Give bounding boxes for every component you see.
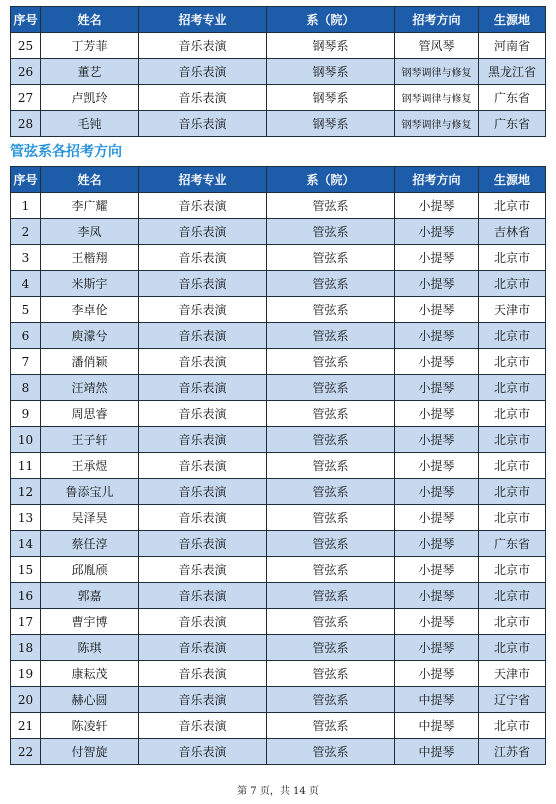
header-department: 系（院） <box>267 167 395 193</box>
cell-major: 音乐表演 <box>139 349 267 375</box>
cell-direction: 小提琴 <box>395 297 479 323</box>
page-footer: 第 7 页，共 14 页 <box>237 786 319 797</box>
table-row <box>11 505 546 531</box>
cell-name: 陈凌轩 <box>41 713 139 739</box>
cell-department: 钢琴系 <box>267 85 395 111</box>
cell-origin: 北京市 <box>479 427 546 453</box>
cell-index: 14 <box>11 531 41 557</box>
cell-name: 米斯宇 <box>41 271 139 297</box>
cell-direction: 中提琴 <box>395 739 479 765</box>
cell-department: 管弦系 <box>267 713 395 739</box>
cell-index: 22 <box>11 739 41 765</box>
cell-origin: 广东省 <box>479 85 546 111</box>
cell-direction: 小提琴 <box>395 609 479 635</box>
cell-name: 吴泽昊 <box>41 505 139 531</box>
cell-name: 王子轩 <box>41 427 139 453</box>
cell-origin: 广东省 <box>479 111 546 137</box>
cell-direction: 小提琴 <box>395 349 479 375</box>
cell-index: 21 <box>11 713 41 739</box>
cell-department: 管弦系 <box>267 401 395 427</box>
cell-name: 鲁添宝儿 <box>41 479 139 505</box>
cell-origin: 河南省 <box>479 33 546 59</box>
cell-origin: 黑龙江省 <box>479 59 546 85</box>
cell-name: 赫心圆 <box>41 687 139 713</box>
table-row <box>11 531 546 557</box>
cell-name: 李凤 <box>41 219 139 245</box>
cell-department: 管弦系 <box>267 531 395 557</box>
cell-index: 18 <box>11 635 41 661</box>
cell-major: 音乐表演 <box>139 401 267 427</box>
cell-origin: 北京市 <box>479 583 546 609</box>
cell-major: 音乐表演 <box>139 583 267 609</box>
cell-name: 郭嘉 <box>41 583 139 609</box>
cell-origin: 北京市 <box>479 713 546 739</box>
cell-direction: 小提琴 <box>395 219 479 245</box>
cell-department: 管弦系 <box>267 375 395 401</box>
strings-dept-table <box>10 166 546 765</box>
cell-index: 10 <box>11 427 41 453</box>
table-row <box>11 193 546 219</box>
table-header-row <box>11 7 546 33</box>
cell-department: 钢琴系 <box>267 59 395 85</box>
table-row <box>11 453 546 479</box>
cell-origin: 北京市 <box>479 453 546 479</box>
cell-department: 管弦系 <box>267 323 395 349</box>
cell-name: 曹宇博 <box>41 609 139 635</box>
cell-direction: 小提琴 <box>395 505 479 531</box>
cell-index: 1 <box>11 193 41 219</box>
cell-index: 11 <box>11 453 41 479</box>
cell-name: 周思睿 <box>41 401 139 427</box>
cell-index: 4 <box>11 271 41 297</box>
cell-major: 音乐表演 <box>139 271 267 297</box>
cell-direction: 钢琴调律与修复 <box>395 59 479 85</box>
cell-department: 管弦系 <box>267 271 395 297</box>
cell-name: 付智旋 <box>41 739 139 765</box>
cell-major: 音乐表演 <box>139 479 267 505</box>
cell-origin: 北京市 <box>479 193 546 219</box>
table-row <box>11 401 546 427</box>
cell-origin: 北京市 <box>479 349 546 375</box>
cell-department: 管弦系 <box>267 583 395 609</box>
cell-direction: 钢琴调律与修复 <box>395 111 479 137</box>
cell-major: 音乐表演 <box>139 609 267 635</box>
cell-origin: 辽宁省 <box>479 687 546 713</box>
cell-direction: 管风琴 <box>395 33 479 59</box>
table-row <box>11 583 546 609</box>
header-index: 序号 <box>11 167 41 193</box>
cell-major: 音乐表演 <box>139 453 267 479</box>
piano-dept-table <box>10 6 546 137</box>
cell-origin: 北京市 <box>479 245 546 271</box>
header-name: 姓名 <box>41 7 139 33</box>
header-name: 姓名 <box>41 167 139 193</box>
cell-index: 12 <box>11 479 41 505</box>
cell-major: 音乐表演 <box>139 739 267 765</box>
header-major: 招考专业 <box>139 167 267 193</box>
cell-major: 音乐表演 <box>139 245 267 271</box>
cell-major: 音乐表演 <box>139 375 267 401</box>
table-row <box>11 297 546 323</box>
cell-direction: 小提琴 <box>395 401 479 427</box>
cell-major: 音乐表演 <box>139 193 267 219</box>
table-row <box>11 427 546 453</box>
cell-major: 音乐表演 <box>139 713 267 739</box>
cell-department: 管弦系 <box>267 219 395 245</box>
cell-major: 音乐表演 <box>139 219 267 245</box>
table-row <box>11 687 546 713</box>
cell-origin: 北京市 <box>479 479 546 505</box>
cell-origin: 北京市 <box>479 323 546 349</box>
cell-name: 蔡任淳 <box>41 531 139 557</box>
cell-direction: 小提琴 <box>395 531 479 557</box>
header-major: 招考专业 <box>139 7 267 33</box>
table-row <box>11 33 546 59</box>
cell-index: 9 <box>11 401 41 427</box>
cell-department: 钢琴系 <box>267 33 395 59</box>
cell-major: 音乐表演 <box>139 687 267 713</box>
cell-major: 音乐表演 <box>139 635 267 661</box>
cell-department: 管弦系 <box>267 661 395 687</box>
cell-index: 17 <box>11 609 41 635</box>
cell-major: 音乐表演 <box>139 85 267 111</box>
cell-origin: 吉林省 <box>479 219 546 245</box>
header-origin: 生源地 <box>479 167 546 193</box>
cell-major: 音乐表演 <box>139 505 267 531</box>
table-row <box>11 245 546 271</box>
table-row <box>11 349 546 375</box>
table-row <box>11 739 546 765</box>
cell-department: 管弦系 <box>267 479 395 505</box>
cell-index: 5 <box>11 297 41 323</box>
cell-department: 管弦系 <box>267 349 395 375</box>
cell-name: 李广耀 <box>41 193 139 219</box>
cell-direction: 小提琴 <box>395 375 479 401</box>
cell-name: 丁芳菲 <box>41 33 139 59</box>
cell-index: 28 <box>11 111 41 137</box>
table-row <box>11 323 546 349</box>
table-row <box>11 111 546 137</box>
cell-direction: 小提琴 <box>395 245 479 271</box>
header-direction: 招考方向 <box>395 7 479 33</box>
section-title: 管弦系各招考方向 <box>10 144 122 160</box>
cell-name: 毛钝 <box>41 111 139 137</box>
cell-origin: 天津市 <box>479 661 546 687</box>
header-department: 系（院） <box>267 7 395 33</box>
cell-origin: 江苏省 <box>479 739 546 765</box>
cell-origin: 北京市 <box>479 635 546 661</box>
table-row <box>11 661 546 687</box>
header-origin: 生源地 <box>479 7 546 33</box>
cell-direction: 小提琴 <box>395 271 479 297</box>
cell-department: 管弦系 <box>267 687 395 713</box>
table-row <box>11 59 546 85</box>
cell-index: 16 <box>11 583 41 609</box>
header-index: 序号 <box>11 7 41 33</box>
cell-index: 3 <box>11 245 41 271</box>
cell-direction: 小提琴 <box>395 427 479 453</box>
cell-department: 管弦系 <box>267 609 395 635</box>
cell-department: 管弦系 <box>267 453 395 479</box>
table-header-row <box>11 167 546 193</box>
cell-name: 王楷翔 <box>41 245 139 271</box>
cell-index: 8 <box>11 375 41 401</box>
cell-department: 钢琴系 <box>267 111 395 137</box>
cell-index: 6 <box>11 323 41 349</box>
cell-name: 康耘茂 <box>41 661 139 687</box>
table-row <box>11 479 546 505</box>
table-row <box>11 557 546 583</box>
cell-index: 26 <box>11 59 41 85</box>
cell-origin: 北京市 <box>479 505 546 531</box>
cell-name: 王承煜 <box>41 453 139 479</box>
table-row <box>11 375 546 401</box>
cell-index: 27 <box>11 85 41 111</box>
cell-origin: 北京市 <box>479 271 546 297</box>
cell-origin: 北京市 <box>479 557 546 583</box>
table-row <box>11 635 546 661</box>
cell-direction: 钢琴调律与修复 <box>395 85 479 111</box>
cell-department: 管弦系 <box>267 297 395 323</box>
cell-name: 邱胤颀 <box>41 557 139 583</box>
cell-department: 管弦系 <box>267 635 395 661</box>
cell-direction: 小提琴 <box>395 453 479 479</box>
cell-major: 音乐表演 <box>139 323 267 349</box>
table-row <box>11 713 546 739</box>
cell-major: 音乐表演 <box>139 59 267 85</box>
cell-origin: 北京市 <box>479 375 546 401</box>
cell-index: 25 <box>11 33 41 59</box>
cell-name: 汪靖然 <box>41 375 139 401</box>
header-direction: 招考方向 <box>395 167 479 193</box>
cell-name: 潘俏颖 <box>41 349 139 375</box>
cell-name: 董艺 <box>41 59 139 85</box>
table-row <box>11 271 546 297</box>
cell-direction: 小提琴 <box>395 635 479 661</box>
table-row <box>11 609 546 635</box>
cell-department: 管弦系 <box>267 505 395 531</box>
cell-major: 音乐表演 <box>139 297 267 323</box>
cell-origin: 天津市 <box>479 297 546 323</box>
cell-major: 音乐表演 <box>139 661 267 687</box>
cell-name: 李卓伦 <box>41 297 139 323</box>
cell-department: 管弦系 <box>267 245 395 271</box>
cell-name: 卢凯玲 <box>41 85 139 111</box>
table-row <box>11 85 546 111</box>
cell-major: 音乐表演 <box>139 531 267 557</box>
cell-direction: 小提琴 <box>395 583 479 609</box>
cell-direction: 小提琴 <box>395 661 479 687</box>
cell-origin: 北京市 <box>479 609 546 635</box>
cell-name: 庾濛兮 <box>41 323 139 349</box>
cell-department: 管弦系 <box>267 557 395 583</box>
cell-direction: 小提琴 <box>395 323 479 349</box>
cell-origin: 北京市 <box>479 401 546 427</box>
cell-index: 19 <box>11 661 41 687</box>
cell-index: 20 <box>11 687 41 713</box>
cell-index: 7 <box>11 349 41 375</box>
cell-index: 2 <box>11 219 41 245</box>
cell-direction: 小提琴 <box>395 557 479 583</box>
cell-department: 管弦系 <box>267 427 395 453</box>
cell-direction: 小提琴 <box>395 193 479 219</box>
cell-direction: 小提琴 <box>395 479 479 505</box>
table-row <box>11 219 546 245</box>
cell-major: 音乐表演 <box>139 557 267 583</box>
cell-department: 管弦系 <box>267 193 395 219</box>
cell-index: 13 <box>11 505 41 531</box>
cell-direction: 中提琴 <box>395 713 479 739</box>
cell-origin: 广东省 <box>479 531 546 557</box>
cell-department: 管弦系 <box>267 739 395 765</box>
cell-index: 15 <box>11 557 41 583</box>
cell-major: 音乐表演 <box>139 427 267 453</box>
cell-name: 陈琪 <box>41 635 139 661</box>
cell-major: 音乐表演 <box>139 33 267 59</box>
cell-major: 音乐表演 <box>139 111 267 137</box>
cell-direction: 中提琴 <box>395 687 479 713</box>
